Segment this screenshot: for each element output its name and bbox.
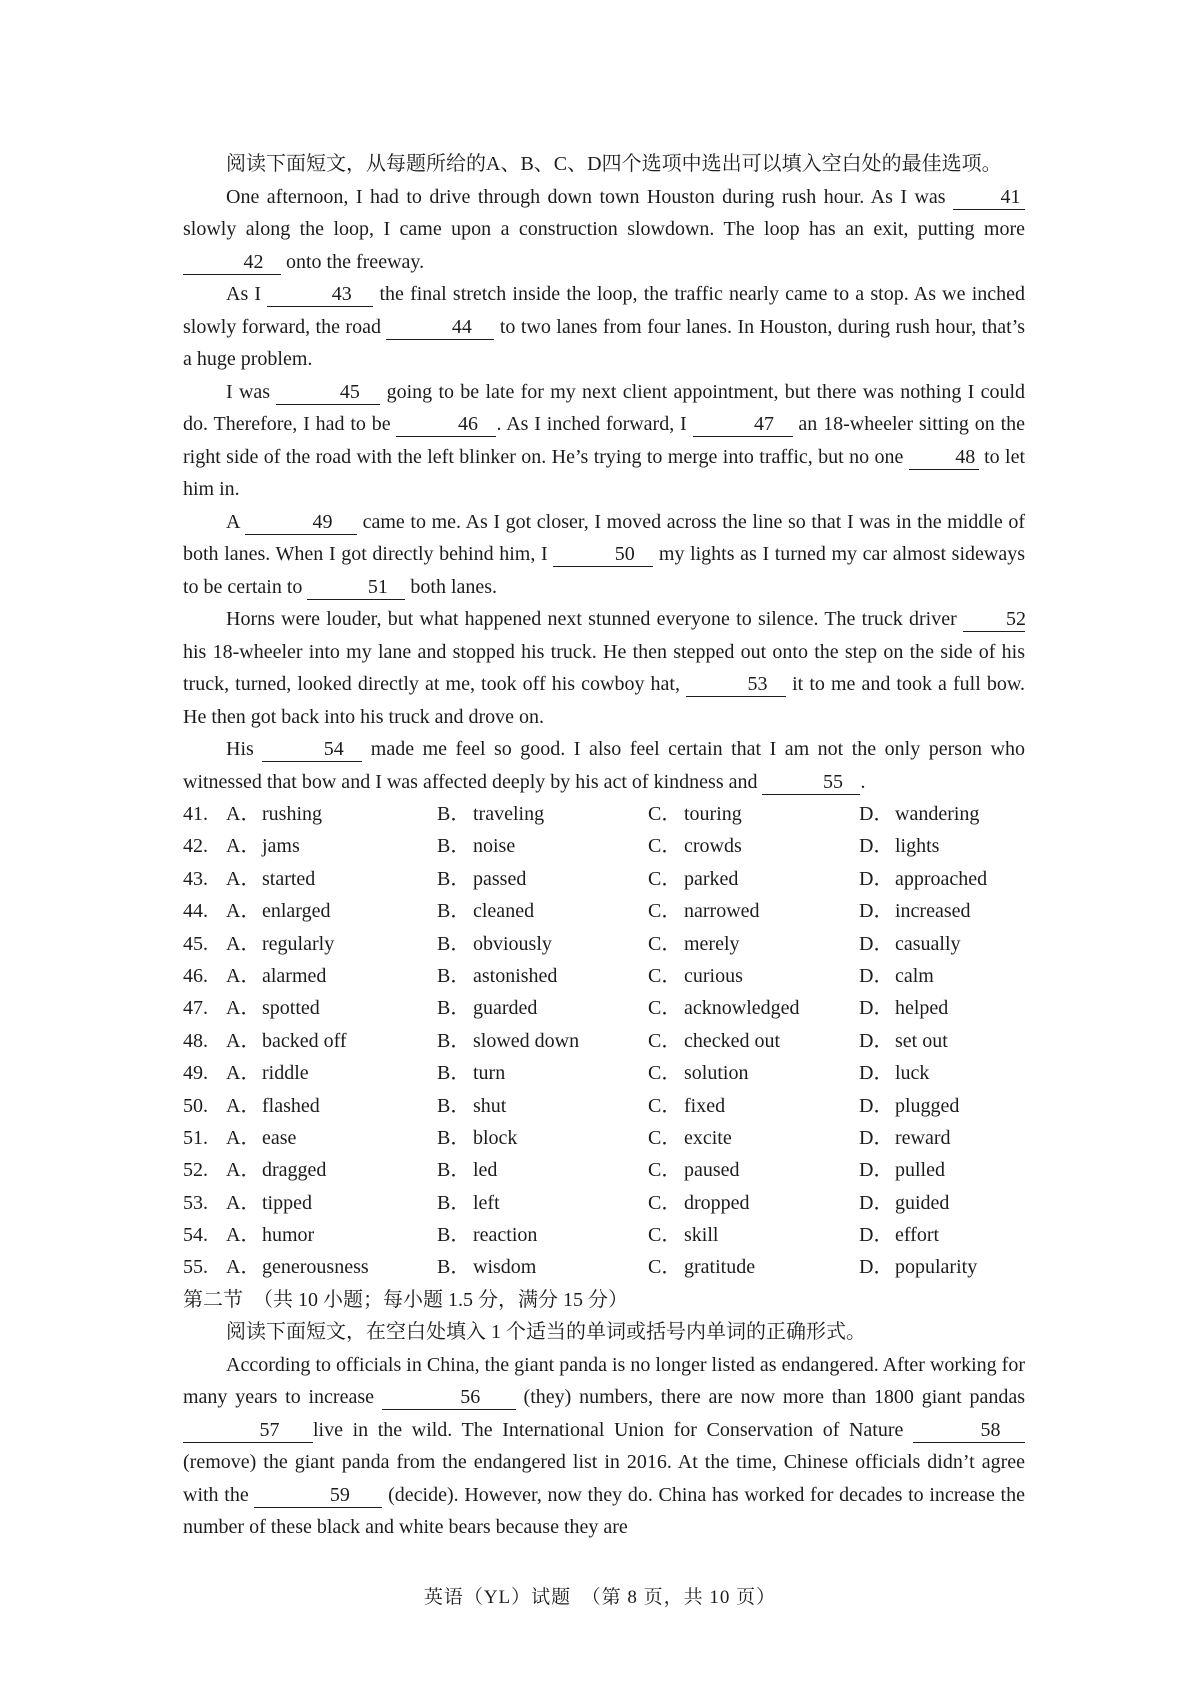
option-a[interactable] <box>226 928 437 960</box>
option-text: left <box>473 1191 500 1214</box>
options-list <box>183 798 1025 1284</box>
paragraph-text: onto the freeway. <box>281 250 425 273</box>
option-row <box>183 798 1025 830</box>
option-text: alarmed <box>262 964 327 987</box>
question-number: 47. <box>183 997 208 1020</box>
option-letter: C． <box>648 932 682 955</box>
option-text: wisdom <box>473 1256 537 1279</box>
option-text: crowds <box>684 835 742 858</box>
answer-blank[interactable]: 41 <box>953 185 1025 210</box>
option-d[interactable] <box>859 1025 1025 1057</box>
option-a[interactable] <box>226 1219 437 1251</box>
question-number: 50. <box>183 1094 208 1117</box>
option-row <box>183 960 1025 992</box>
question-number: 45. <box>183 932 208 955</box>
option-letter: B． <box>437 900 471 923</box>
option-letter: A． <box>226 835 261 858</box>
answer-blank[interactable]: 48 <box>909 445 979 470</box>
paragraph <box>183 603 1025 733</box>
option-letter: B． <box>437 1256 471 1279</box>
option-text: luck <box>895 1062 930 1085</box>
option-c[interactable] <box>648 863 859 895</box>
paragraph-text: live in the wild. The International Union for Conservation of Nature <box>313 1418 913 1441</box>
option-text: helped <box>895 997 949 1020</box>
option-row <box>183 1251 1025 1283</box>
option-letter: D． <box>859 1094 894 1117</box>
answer-blank[interactable]: 49 <box>245 510 357 535</box>
option-letter: C． <box>648 1256 682 1279</box>
option-b[interactable] <box>437 1251 648 1283</box>
paragraph-text: to two lanes from four lanes. In Houston, during rush hour, that’s a huge problem. <box>183 315 1025 370</box>
answer-blank[interactable]: 47 <box>693 412 793 437</box>
option-letter: C． <box>648 1191 682 1214</box>
page-content <box>183 148 1025 1544</box>
option-text: checked out <box>684 1029 781 1052</box>
option-c[interactable] <box>648 1251 859 1283</box>
option-letter: D． <box>859 867 894 890</box>
option-text: approached <box>895 867 988 890</box>
option-a[interactable] <box>226 798 437 830</box>
paragraph-text: As I <box>226 283 268 305</box>
answer-blank[interactable]: 45 <box>276 380 380 405</box>
option-c[interactable] <box>648 798 859 830</box>
option-a[interactable] <box>226 830 437 862</box>
option-c[interactable] <box>648 960 859 992</box>
option-letter: C． <box>648 867 682 890</box>
option-d[interactable] <box>859 798 1025 830</box>
option-letter: A． <box>226 1029 261 1052</box>
answer-blank[interactable]: 57 <box>183 1418 313 1443</box>
option-row <box>183 895 1025 927</box>
answer-blank[interactable]: 42 <box>183 250 281 275</box>
option-d[interactable] <box>859 928 1025 960</box>
option-d[interactable] <box>859 830 1025 862</box>
paragraph-text: the final stretch inside the loop, the traffic nearly came to a stop. As we inched slowly forward, the road <box>183 283 1026 338</box>
paragraph-text: it to me and took a full bow. He then got back into his truck and drove on. <box>183 673 1025 728</box>
option-letter: A． <box>226 1191 261 1214</box>
option-text: guarded <box>473 997 538 1020</box>
option-c[interactable] <box>648 1187 859 1219</box>
option-text: riddle <box>262 1062 309 1085</box>
paragraph-text: (remove) the giant panda from the endangered list in 2016. At the time, Chinese officials didn’t agree with the <box>183 1451 1025 1506</box>
option-letter: A． <box>226 803 261 825</box>
option-letter: A． <box>226 1094 261 1117</box>
option-c[interactable] <box>648 1219 859 1251</box>
option-text: humor <box>262 1224 315 1247</box>
option-d[interactable] <box>859 895 1025 927</box>
option-text: parked <box>684 867 739 890</box>
option-text: effort <box>895 1224 940 1247</box>
answer-blank[interactable]: 59 <box>254 1483 382 1508</box>
option-text: casually <box>895 932 961 955</box>
paragraph-text: According to officials in China, the giant panda is no longer listed as endangered. After working for many years to increase <box>183 1353 1025 1409</box>
option-d[interactable] <box>859 1187 1025 1219</box>
option-letter: A． <box>226 964 261 987</box>
option-letter: C． <box>648 1029 682 1052</box>
option-d[interactable] <box>859 1090 1025 1122</box>
option-text: block <box>473 1126 518 1149</box>
option-b[interactable] <box>437 1057 648 1089</box>
option-a[interactable] <box>226 992 437 1024</box>
option-b[interactable] <box>437 960 648 992</box>
option-a[interactable] <box>226 1122 437 1154</box>
option-letter: B． <box>437 1029 471 1052</box>
option-row <box>183 1057 1025 1089</box>
option-b[interactable] <box>437 895 648 927</box>
option-b[interactable] <box>437 1187 648 1219</box>
question-number: 46. <box>183 964 208 987</box>
option-letter: A． <box>226 1224 261 1247</box>
question-number: 51. <box>183 1126 208 1149</box>
option-letter: C． <box>648 1062 682 1085</box>
option-text: shut <box>473 1094 507 1117</box>
option-row <box>183 1219 1025 1251</box>
option-c[interactable] <box>648 1122 859 1154</box>
paragraph-text: (they) numbers, there are now more than 1800 giant pandas <box>515 1386 1025 1409</box>
option-letter: B． <box>437 835 471 858</box>
paragraph-text: slowly along the loop, I came upon a construction slowdown. The loop has an exit, putting more <box>183 218 1025 240</box>
paragraph <box>183 278 1025 376</box>
option-row <box>183 1025 1025 1057</box>
option-text: obviously <box>473 932 552 955</box>
option-b[interactable] <box>437 863 648 895</box>
option-letter: C． <box>648 1159 682 1182</box>
option-b[interactable] <box>437 1219 648 1251</box>
question-number: 54. <box>183 1224 208 1247</box>
option-text: calm <box>895 964 934 987</box>
option-text: dropped <box>684 1191 750 1214</box>
option-text: started <box>262 867 316 890</box>
option-a[interactable] <box>226 1251 437 1283</box>
option-letter: B． <box>437 1126 471 1149</box>
option-a[interactable] <box>226 1154 437 1186</box>
paragraph-text: Horns were louder, but what happened next stunned everyone to silence. The truck driver <box>226 608 963 630</box>
option-letter: D． <box>859 1191 894 1214</box>
answer-blank[interactable]: 56 <box>382 1385 516 1410</box>
option-a[interactable] <box>226 1187 437 1219</box>
question-number: 48. <box>183 1029 208 1052</box>
option-c[interactable] <box>648 830 859 862</box>
option-letter: D． <box>859 835 894 858</box>
option-a[interactable] <box>226 895 437 927</box>
option-text: traveling <box>473 803 545 825</box>
option-letter: D． <box>859 1224 894 1247</box>
option-letter: C． <box>648 997 682 1020</box>
answer-blank[interactable]: 55 <box>762 770 860 795</box>
option-text: set out <box>895 1029 948 1052</box>
option-letter: A． <box>226 900 261 923</box>
option-row <box>183 992 1025 1024</box>
option-c[interactable] <box>648 1057 859 1089</box>
option-d[interactable] <box>859 1251 1025 1283</box>
option-letter: A． <box>226 932 261 955</box>
option-a[interactable] <box>226 1090 437 1122</box>
option-text: flashed <box>262 1094 320 1117</box>
option-a[interactable] <box>226 863 437 895</box>
option-text: jams <box>262 835 300 858</box>
answer-blank[interactable]: 46 <box>396 412 496 437</box>
option-c[interactable] <box>648 1090 859 1122</box>
option-b[interactable] <box>437 798 648 830</box>
answer-blank[interactable]: 52 <box>963 607 1025 632</box>
option-letter: A． <box>226 997 261 1020</box>
paragraph-text: came to me. As I got closer, I moved across the line so that I was in the middle of both lanes. When I got directly behind him, I <box>183 510 1026 565</box>
answer-blank[interactable]: 58 <box>913 1418 1025 1443</box>
option-letter: B． <box>437 1159 471 1182</box>
option-row <box>183 830 1025 862</box>
option-text: astonished <box>473 964 558 987</box>
answer-blank[interactable]: 50 <box>553 542 653 567</box>
answer-blank[interactable]: 51 <box>307 575 405 600</box>
option-letter: D． <box>859 1159 894 1182</box>
option-letter: C． <box>648 1094 682 1117</box>
option-text: cleaned <box>473 900 535 923</box>
option-row <box>183 928 1025 960</box>
option-text: turn <box>473 1062 506 1085</box>
answer-blank[interactable]: 44 <box>386 315 494 340</box>
option-letter: A． <box>226 1256 261 1279</box>
option-text: generousness <box>262 1256 369 1279</box>
option-letter: B． <box>437 1224 471 1247</box>
option-letter: B． <box>437 1191 471 1214</box>
option-text: slowed down <box>473 1029 580 1052</box>
option-text: regularly <box>262 932 335 955</box>
paragraph-text: to let him in. <box>183 445 1026 500</box>
paragraph-text: (decide). However, now they do. China has worked for decades to increase the number of these black and white bears because they are <box>183 1483 1025 1539</box>
option-letter: D． <box>859 932 894 955</box>
option-text: tipped <box>262 1191 312 1214</box>
paragraph-text: . As I inched forward, I <box>496 413 693 435</box>
question-number: 52. <box>183 1159 208 1182</box>
question-number: 42. <box>183 835 208 858</box>
paragraph <box>183 733 1025 798</box>
option-letter: B． <box>437 1062 471 1085</box>
option-d[interactable] <box>859 992 1025 1024</box>
option-letter: A． <box>226 1159 261 1182</box>
paragraph-text: an 18-wheeler sitting on the right side of the road with the left blinker on. He’s trying to merge into traffic, but no one <box>183 413 1026 468</box>
option-letter: A． <box>226 1126 261 1149</box>
option-letter: B． <box>437 803 471 825</box>
option-text: noise <box>473 835 516 858</box>
option-row <box>183 863 1025 895</box>
option-c[interactable] <box>648 1025 859 1057</box>
option-letter: D． <box>859 803 894 825</box>
option-letter: D． <box>859 1126 894 1149</box>
question-number: 44. <box>183 900 208 923</box>
question-number: 41. <box>183 803 208 825</box>
option-text: reaction <box>473 1224 538 1247</box>
option-text: acknowledged <box>684 997 800 1020</box>
option-d[interactable] <box>859 1122 1025 1154</box>
question-number: 43. <box>183 867 208 890</box>
paragraph <box>183 376 1025 506</box>
option-b[interactable] <box>437 992 648 1024</box>
option-letter: C． <box>648 900 682 923</box>
option-letter: B． <box>437 932 471 955</box>
option-text: gratitude <box>684 1256 756 1279</box>
paragraph-text: going to be late for my next client appointment, but there was nothing I could do. Therefore, I had to be <box>183 380 1026 435</box>
option-row <box>183 1154 1025 1186</box>
option-letter: B． <box>437 1094 471 1117</box>
option-c[interactable] <box>648 928 859 960</box>
option-row <box>183 1090 1025 1122</box>
option-text: guided <box>895 1191 950 1214</box>
option-letter: A． <box>226 1062 261 1085</box>
instructions-cloze: 阅读下面短文，从每题所给的A、B、C、D四个选项中选出可以填入空白处的最佳选项。 <box>226 153 1002 175</box>
option-text: pulled <box>895 1159 945 1182</box>
option-letter: D． <box>859 1256 894 1279</box>
instructions-grammar-fill: 阅读下面短文，在空白处填入 1 个适当的单词或括号内单词的正确形式。 <box>226 1321 866 1344</box>
option-text: increased <box>895 900 971 923</box>
option-letter: D． <box>859 900 894 923</box>
grammar-fill-passage <box>183 1349 1025 1544</box>
option-text: wandering <box>895 803 980 825</box>
option-text: excite <box>684 1126 732 1149</box>
option-text: lights <box>895 835 940 858</box>
option-text: curious <box>684 964 743 987</box>
option-b[interactable] <box>437 928 648 960</box>
option-text: merely <box>684 932 740 955</box>
option-d[interactable] <box>859 1219 1025 1251</box>
option-text: backed off <box>262 1029 347 1052</box>
option-text: touring <box>684 803 742 825</box>
option-text: enlarged <box>262 900 331 923</box>
answer-blank[interactable]: 43 <box>267 282 373 307</box>
option-letter: A． <box>226 867 261 890</box>
paragraph <box>183 1349 1025 1544</box>
paragraph-text: my lights as I turned my car almost sideways to be certain to <box>183 543 1025 598</box>
option-b[interactable] <box>437 1090 648 1122</box>
option-letter: D． <box>859 997 894 1020</box>
option-text: dragged <box>262 1159 327 1182</box>
option-text: reward <box>895 1126 951 1149</box>
option-d[interactable] <box>859 1154 1025 1186</box>
option-b[interactable] <box>437 1154 648 1186</box>
option-letter: B． <box>437 867 471 890</box>
option-row <box>183 1187 1025 1219</box>
question-number: 49. <box>183 1062 208 1085</box>
paragraph-text: His <box>226 738 263 760</box>
option-text: narrowed <box>684 900 760 923</box>
option-text: skill <box>684 1224 719 1247</box>
option-letter: C． <box>648 803 682 825</box>
option-letter: B． <box>437 964 471 987</box>
option-text: led <box>473 1159 498 1182</box>
option-letter: C． <box>648 964 682 987</box>
paragraph <box>183 181 1025 279</box>
answer-blank[interactable]: 53 <box>686 672 786 697</box>
option-letter: C． <box>648 835 682 858</box>
option-letter: D． <box>859 964 894 987</box>
paragraph-text: his 18-wheeler into my lane and stopped his truck. He then stepped out onto the step on the side of his truck, turned, looked directly at me, took off his cowboy hat, <box>183 640 1025 695</box>
option-letter: D． <box>859 1062 894 1085</box>
option-a[interactable] <box>226 1025 437 1057</box>
question-number: 55. <box>183 1256 208 1279</box>
option-c[interactable] <box>648 895 859 927</box>
option-b[interactable] <box>437 1025 648 1057</box>
cloze-passage <box>183 181 1025 799</box>
option-letter: D． <box>859 1029 894 1052</box>
paragraph-text: made me feel so good. I also feel certain that I am not the only person who witnessed that bow and I was affected deeply by his act of kindness and <box>183 738 1025 793</box>
option-d[interactable] <box>859 960 1025 992</box>
option-text: fixed <box>684 1094 726 1117</box>
section-2-title: 第二节 （共 10 小题；每小题 1.5 分，满分 15 分） <box>183 1288 628 1311</box>
option-d[interactable] <box>859 1057 1025 1089</box>
paragraph-text: both lanes. <box>405 575 498 598</box>
option-text: popularity <box>895 1256 978 1279</box>
option-c[interactable] <box>648 1154 859 1186</box>
option-text: spotted <box>262 997 320 1020</box>
option-text: ease <box>262 1126 297 1149</box>
option-text: plugged <box>895 1094 960 1117</box>
paragraph-text: One afternoon, I had to drive through down town Houston during rush hour. As I was <box>226 185 953 208</box>
option-text: passed <box>473 867 527 890</box>
paragraph-text: A <box>226 510 245 533</box>
option-a[interactable] <box>226 960 437 992</box>
paragraph <box>183 506 1025 604</box>
option-a[interactable] <box>226 1057 437 1089</box>
option-d[interactable] <box>859 863 1025 895</box>
page-footer: 英语（YL）试题 （第 8 页，共 10 页） <box>423 1587 777 1608</box>
option-text: paused <box>684 1159 740 1182</box>
paragraph-text: . <box>860 770 866 793</box>
option-text: solution <box>684 1062 749 1085</box>
option-letter: C． <box>648 1224 682 1247</box>
option-row <box>183 1122 1025 1154</box>
question-number: 53. <box>183 1191 208 1214</box>
option-text: rushing <box>262 803 322 825</box>
option-c[interactable] <box>648 992 859 1024</box>
paragraph-text: I was <box>226 380 277 403</box>
option-b[interactable] <box>437 1122 648 1154</box>
answer-blank[interactable]: 54 <box>262 737 362 762</box>
option-letter: C． <box>648 1126 682 1149</box>
option-letter: B． <box>437 997 471 1020</box>
option-b[interactable] <box>437 830 648 862</box>
